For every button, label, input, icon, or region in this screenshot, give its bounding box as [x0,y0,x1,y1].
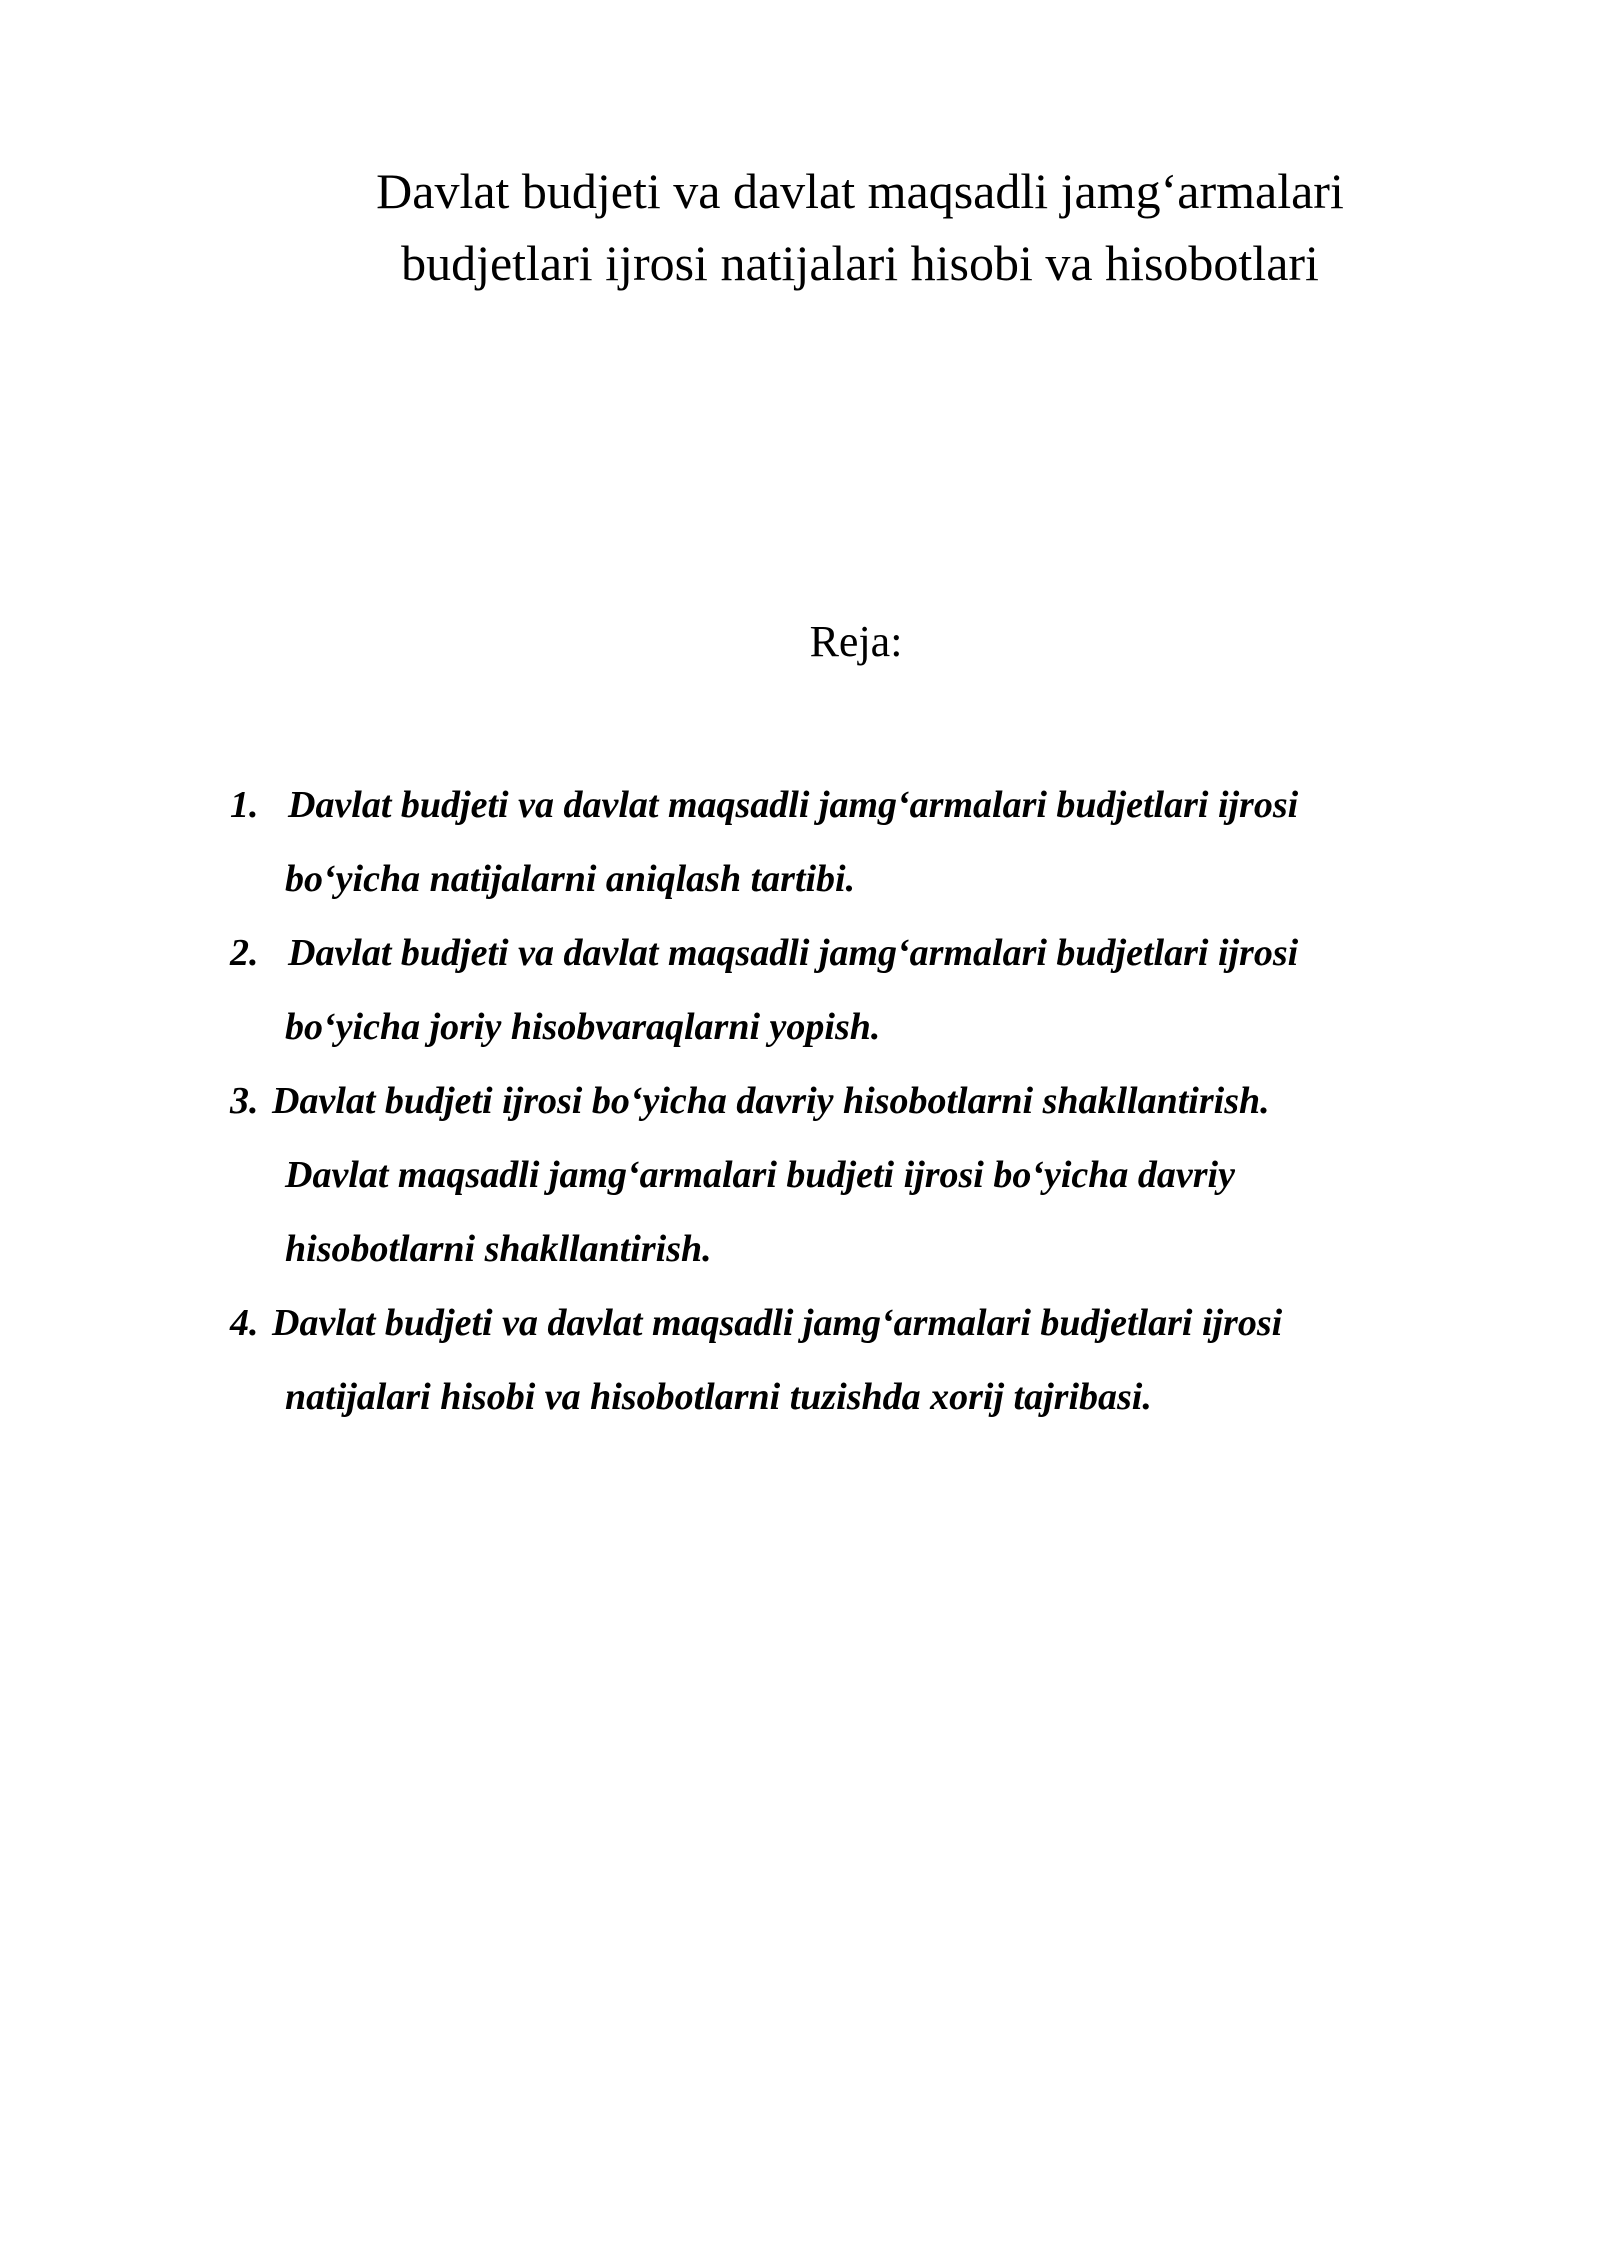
plan-item-3 [230,1076,1530,1298]
plan-line: hisobotlarni shakllantirish. [285,1228,712,1270]
plan-item-text: Davlat budjeti va davlat maqsadli jamg‘armalari budjetlari ijrosi [272,1302,1283,1344]
plan-item-number: 3. [230,1080,259,1122]
plan-item-2 [230,928,1530,1076]
plan-list [230,780,1530,1446]
plan-line [230,780,1530,854]
title-line: Davlat budjeti va davlat maqsadli jamg‘armalari [376,163,1344,219]
plan-item-number: 1. [230,784,259,826]
plan-line: Davlat maqsadli jamg‘armalari budjeti ijrosi bo‘yicha davriy [285,1154,1235,1196]
plan-line: bo‘yicha joriy hisobvaraqlarni yopish. [285,1006,881,1048]
plan-line [230,928,1530,1002]
plan-item-number: 4. [230,1302,259,1344]
plan-heading: Reja: [809,617,903,666]
plan-item-text: Davlat budjeti va davlat maqsadli jamg‘armalari budjetlari ijrosi [288,932,1299,974]
document-title [180,155,1540,299]
plan-line: natijalari hisobi va hisobotlarni tuzishda xorij tajribasi. [285,1376,1152,1418]
plan-item-text: Davlat budjeti ijrosi bo‘yicha davriy hisobotlarni shakllantirish. [272,1080,1270,1122]
plan-item-text: Davlat budjeti va davlat maqsadli jamg‘armalari budjetlari ijrosi [288,784,1299,826]
plan-item-1 [230,780,1530,928]
title-line: budjetlari ijrosi natijalari hisobi va hisobotlari [401,235,1319,291]
plan-line: bo‘yicha natijalarni aniqlash tartibi. [285,858,856,900]
plan-item-4 [230,1298,1530,1446]
plan-line [230,1298,1530,1372]
plan-item-number: 2. [230,932,259,974]
plan-line [230,1076,1530,1150]
